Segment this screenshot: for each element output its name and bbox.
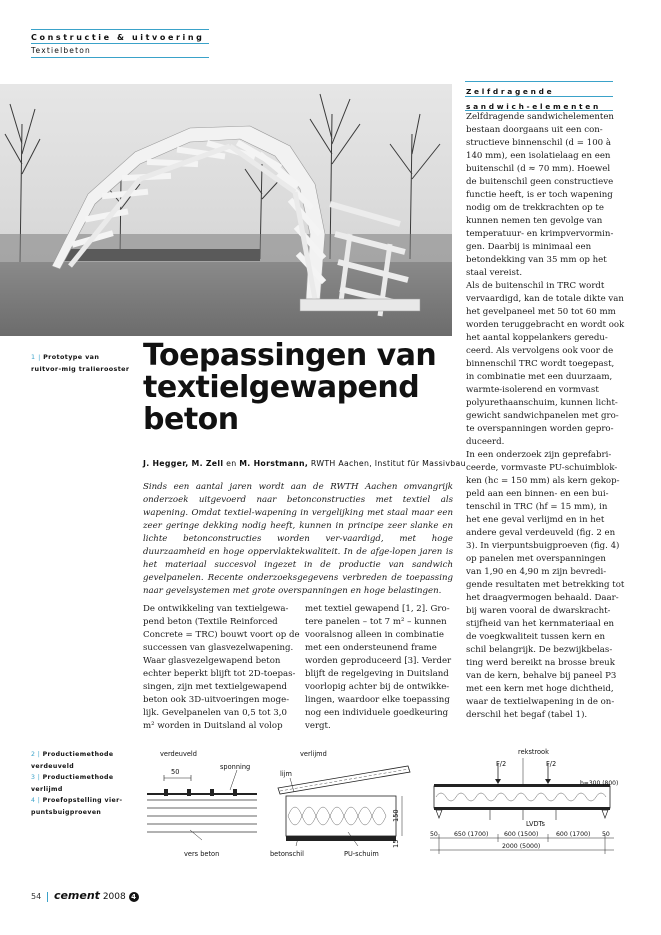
issue-number: 4 bbox=[129, 892, 139, 902]
text-line: met een kern met hoge dichtheid, bbox=[466, 684, 614, 694]
text-line: buitenschil (d ≈ 70 mm). Hoewel bbox=[466, 164, 611, 174]
caption-text: Proefopstelling vier-puntsbuigproeven bbox=[31, 797, 123, 816]
text-line: het ene geval verlijmd en in het bbox=[466, 515, 605, 525]
arch-prototype-photo bbox=[0, 84, 452, 336]
figure-caption: 2 | Productiemethode verdeuveld bbox=[31, 751, 114, 770]
article-authors bbox=[143, 459, 466, 468]
caption-number: 1 bbox=[31, 353, 36, 361]
text-line: pend beton (Textile Reinforced bbox=[143, 617, 278, 627]
text-line: te overspanningen worden gepro- bbox=[466, 424, 614, 434]
text-line: duceerd. bbox=[466, 437, 505, 447]
text-line: ceerd. Als vervolgens ook voor de bbox=[466, 346, 614, 356]
fig2-dim: 50 bbox=[171, 768, 180, 776]
text-line: lijk. Gevelpanelen van 0,5 tot 3,0 bbox=[143, 708, 287, 718]
article-title: Toepassingen van textielgewapend beton bbox=[143, 338, 437, 437]
text-line: structieve binnenschil (d = 100 à bbox=[466, 138, 611, 148]
text-line: gewicht sandwichpanelen met gro- bbox=[466, 411, 619, 421]
page-number: 54 bbox=[31, 892, 42, 901]
text-line: peld aan een binnen- en een bui- bbox=[466, 489, 609, 499]
text-line: singen, zijn met textielgewapend bbox=[143, 682, 288, 692]
fig2-label-top: verdeuveld bbox=[160, 750, 197, 758]
fig4-label-b: b=300 (800) bbox=[580, 780, 619, 787]
text-line: op panelen met overspanningen bbox=[466, 554, 606, 564]
header-rule-bottom bbox=[31, 57, 209, 58]
text-line: staal vereist. bbox=[466, 268, 523, 278]
figure-captions bbox=[31, 749, 141, 819]
body-column-1 bbox=[143, 603, 300, 733]
text-line: kunnen nemen ten gevolge van bbox=[466, 216, 603, 226]
text-line: gen. Daarbij is minimaal een bbox=[466, 242, 592, 252]
fig2-label-right: sponning bbox=[220, 763, 251, 771]
magazine-year: 2008 bbox=[102, 892, 126, 902]
text-line: vervaardigd, kan de totale dikte van bbox=[466, 294, 624, 304]
text-line: Zelfdragende sandwichelementen bbox=[466, 112, 614, 122]
text-line: schil belangrijk. De bezwijkbelas- bbox=[466, 645, 613, 655]
body-column-2 bbox=[305, 603, 451, 733]
text-line: Concrete = TRC) bouwt voort op de bbox=[143, 630, 300, 640]
fig4-force-2: F/2 bbox=[546, 760, 557, 768]
author-affiliation: RWTH Aachen, Institut für Massivbau bbox=[310, 459, 466, 468]
text-line: het gevelpaneel met 50 tot 60 mm bbox=[466, 307, 616, 317]
text-line: Als de buitenschil in TRC wordt bbox=[466, 281, 605, 291]
magazine-brand: cement bbox=[53, 889, 100, 902]
text-line: nodig om de trekkrachten op te bbox=[466, 203, 604, 213]
text-line: andere geval verdeuveld (fig. 2 en bbox=[466, 528, 616, 538]
text-line: Waar glasvezelgewapend beton bbox=[143, 656, 281, 666]
figure-caption: 4 | Proefopstelling vier-puntsbuigproeven bbox=[31, 797, 123, 816]
text-line: ceerde, vormvaste PU-schuimblok- bbox=[466, 463, 618, 473]
text-line: binnenschil TRC wordt toegepast, bbox=[466, 359, 615, 369]
text-line: ken (hc = 150 mm) als kern gekop- bbox=[466, 476, 620, 486]
text-line: voorlopig achter bij de ontwikke- bbox=[305, 682, 450, 692]
fig4-dim-4: 50 bbox=[602, 831, 610, 838]
caption-number: 3 bbox=[31, 774, 36, 782]
text-line: functie heeft, is er toch wapening bbox=[466, 190, 613, 200]
text-line: vooralsnog alleen in combinatie bbox=[305, 630, 444, 640]
fig2-label-bottom: vers beton bbox=[184, 850, 220, 858]
text-line: beton ook 3D-uitvoeringen moge- bbox=[143, 695, 290, 705]
text-line: In een onderzoek zijn geprefabri- bbox=[466, 450, 612, 460]
text-line: 140 mm), een isolatielaag en een bbox=[466, 151, 611, 161]
text-line: bij waren vooral de dwarskracht- bbox=[466, 606, 611, 616]
text-line: successen van glasvezelwapening. bbox=[143, 643, 294, 653]
caption-number: 4 bbox=[31, 797, 36, 805]
text-line: betondekking van 35 mm op het bbox=[466, 255, 607, 265]
fig4-force-1: F/2 bbox=[496, 760, 507, 768]
text-line: van 1,90 en 4,90 m zijn bevredi- bbox=[466, 567, 607, 577]
section-subtitle: Textielbeton bbox=[31, 46, 92, 55]
text-line: van de kern, behalve bij paneel P3 bbox=[466, 671, 617, 681]
text-line: worden geproduceerd [3]. Verder bbox=[305, 656, 452, 666]
text-line: polyurethaanschuim, kunnen licht- bbox=[466, 398, 618, 408]
text-line: met textiel gewapend [1, 2]. Gro- bbox=[305, 604, 450, 614]
sidebar-rule-top bbox=[465, 81, 613, 82]
fig3-label-bottom-left: betonschil bbox=[270, 850, 304, 858]
section-title: Constructie & uitvoering bbox=[31, 33, 205, 42]
text-line: m² worden in Duitsland al volop bbox=[143, 721, 283, 731]
text-line: vergt. bbox=[305, 721, 331, 731]
text-line: De ontwikkeling van textielgewa- bbox=[143, 604, 289, 614]
sidebar-rule-mid bbox=[465, 96, 613, 97]
fig3-label-top: verlijmd bbox=[300, 750, 327, 758]
text-line: lingen, waardoor elke toepassing bbox=[305, 695, 450, 705]
text-line: stijfheid van het kernmateriaal en bbox=[466, 619, 615, 629]
fig4-label-lvdt: LVDTs bbox=[526, 820, 545, 828]
fig3-label-left: lijm bbox=[280, 770, 292, 778]
figure-2-verdeuveld bbox=[142, 750, 262, 860]
text-line: worden teruggebracht en wordt ook bbox=[466, 320, 625, 330]
text-line: warmte-isolerend en vormvast bbox=[466, 385, 599, 395]
text-line: ting werd bereikt na brosse breuk bbox=[466, 658, 615, 668]
figure-3-verlijmd bbox=[268, 750, 416, 860]
text-line: gende resultaten met betrekking tot bbox=[466, 580, 625, 590]
text-line: de buitenschil geen constructieve bbox=[466, 177, 614, 187]
fig4-label-top: rekstrook bbox=[518, 748, 549, 756]
text-line: het aantal koppelankers geredu- bbox=[466, 333, 608, 343]
text-line: tere panelen – tot 7 m² – kunnen bbox=[305, 617, 447, 627]
fig4-dim-3: 600 (1700) bbox=[556, 831, 591, 838]
figure-caption: 3 | Productiemethode verlijmd bbox=[31, 774, 114, 793]
fig4-dim-2: 600 (1500) bbox=[504, 831, 539, 838]
caption-text: Prototype van ruitvor-mig tralierooster bbox=[31, 353, 130, 373]
text-line: blijft de regelgeving in Duitsland bbox=[305, 669, 449, 679]
fig4-dim-1: 650 (1700) bbox=[454, 831, 489, 838]
fig3-dim2: 15 bbox=[392, 839, 400, 848]
text-line: tenschil in TRC (hf = 15 mm), in bbox=[466, 502, 608, 512]
fig4-total: 2000 (5000) bbox=[502, 843, 541, 850]
fig3-dim: 150 bbox=[392, 809, 400, 822]
text-line: echter beperkt blijft tot 2D-toepas- bbox=[143, 669, 296, 679]
author-conjunction: en bbox=[226, 459, 237, 468]
caption-text: Productiemethode verdeuveld bbox=[31, 751, 114, 770]
text-line: 3). In vierpuntsbuigproeven (fig. 4) bbox=[466, 541, 620, 551]
author-names: J. Hegger, M. Zell bbox=[143, 459, 224, 468]
figure-4-test-setup bbox=[430, 746, 630, 856]
text-line: in combinatie met een duurzaam, bbox=[466, 372, 613, 382]
fig3-label-bottom-right: PU-schuim bbox=[344, 850, 379, 858]
caption-text: Productiemethode verlijmd bbox=[31, 774, 114, 793]
text-line: waar de textielwapening in de on- bbox=[466, 697, 615, 707]
text-line: de voegkwaliteit tussen kern en bbox=[466, 632, 606, 642]
text-line: het draagvermogen behaald. Daar- bbox=[466, 593, 619, 603]
fig4-dim-0: 50 bbox=[430, 831, 438, 838]
sidebar-title: Zelfdragende sandwich-elementen bbox=[466, 87, 601, 111]
page-footer bbox=[31, 889, 139, 902]
text-line: nog een individuele goedkeuring bbox=[305, 708, 449, 718]
header-rule-mid bbox=[31, 43, 209, 44]
sidebar-body bbox=[466, 111, 624, 722]
photo-caption: 1 | Prototype van ruitvor-mig tralierooster bbox=[31, 353, 130, 373]
text-line: temperatuur- en krimpvervormin- bbox=[466, 229, 614, 239]
text-line: met een ondersteunend frame bbox=[305, 643, 437, 653]
author-last: M. Horstmann, bbox=[239, 459, 309, 468]
article-lead: Sinds een aantal jaren wordt aan de RWTH Aachen omvangrijk onderzoek uitgevoerd naar betonconstructies met textiel als wapening. Omdat textiel-wapening in vergelijking met staal maar een zeer geringe dekking nodig heeft, kunnen in principe zeer slanke en lichte betonconstructies worden ver-vaardigd, met hoge duurzaamheid en hoge oppervlaktekwaliteit. In de afge-lopen jaren is het materiaal succesvol ingezet in de productie van sandwich gevelpanelen. Recente onderzoeksgegevens verbreden de toepassing naar gevelsystemen met grote overspanningen en hoge belastingen. bbox=[143, 482, 453, 596]
text-line: derschil het begaf (tabel 1). bbox=[466, 710, 588, 720]
caption-number: 2 bbox=[31, 751, 36, 758]
text-line: bestaan doorgaans uit een con- bbox=[466, 125, 603, 135]
header-rule-top bbox=[31, 29, 209, 30]
